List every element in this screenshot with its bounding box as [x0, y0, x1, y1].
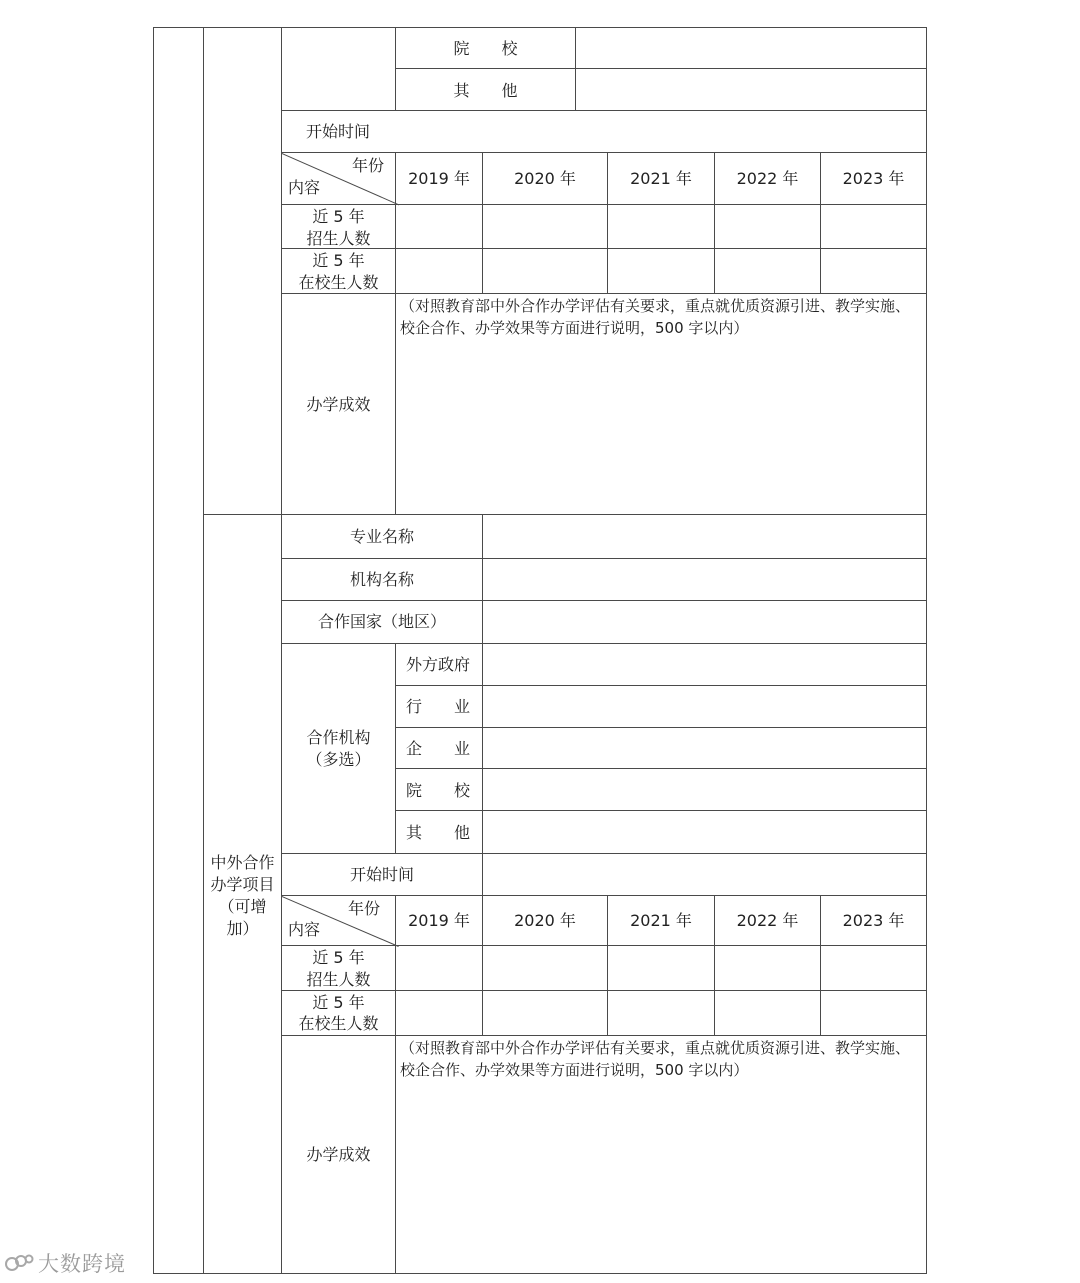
column-divider	[395, 152, 396, 514]
section-label-line4: 加）	[226, 919, 259, 938]
section-label-line2: 办学项目	[210, 875, 275, 894]
year-header: 2021 年	[630, 911, 692, 930]
row-divider	[281, 895, 927, 896]
year-header: 2023 年	[842, 911, 905, 930]
table-border-bottom	[153, 1273, 927, 1274]
header-year-label: 年份	[348, 899, 381, 918]
table-border-left	[153, 27, 154, 1273]
year-header: 2022 年	[736, 169, 799, 188]
header-content-label: 内容	[288, 178, 321, 197]
row-divider	[395, 768, 927, 769]
column-divider	[575, 27, 576, 111]
watermark-text: 大数跨境	[38, 1252, 126, 1276]
section-label-line3: （可增	[218, 897, 267, 916]
column-divider	[395, 895, 396, 1273]
header-year-label: 年份	[352, 156, 385, 175]
partner-type-other: 其 他	[406, 823, 471, 842]
year-header: 2019 年	[408, 169, 470, 188]
row-divider	[281, 152, 927, 153]
row-divider	[395, 68, 927, 69]
institution-type-other: 其 他	[453, 81, 518, 100]
students-label-line1: 近 5 年	[312, 993, 365, 1012]
brand-logo-icon	[4, 1251, 34, 1275]
partner-type-enterprise: 企 业	[406, 739, 471, 758]
students-label-line2: 在校生人数	[298, 273, 379, 292]
row-divider	[395, 685, 927, 686]
row-divider	[281, 853, 927, 854]
row-divider	[281, 600, 927, 601]
partner-type-industry: 行 业	[406, 697, 471, 716]
partner-type-school: 院 校	[406, 781, 471, 800]
table-border-top	[153, 27, 927, 28]
row-divider	[281, 1035, 927, 1036]
org-name-label: 机构名称	[349, 570, 414, 589]
enrollment-label-line1: 近 5 年	[312, 948, 365, 967]
column-divider	[395, 643, 396, 854]
year-header: 2021 年	[630, 169, 692, 188]
row-divider	[395, 727, 927, 728]
students-label-line1: 近 5 年	[312, 251, 365, 270]
students-label-line2: 在校生人数	[298, 1014, 379, 1033]
partner-institution-label-line1: 合作机构	[306, 728, 371, 747]
row-divider	[281, 643, 927, 644]
enrollment-label-line1: 近 5 年	[312, 207, 365, 226]
year-header: 2020 年	[514, 911, 576, 930]
partner-type-foreign-government: 外方政府	[406, 655, 471, 674]
row-divider	[281, 558, 927, 559]
year-header: 2020 年	[514, 169, 576, 188]
results-instruction-note: （对照教育部中外合作办学评估有关要求，重点就优质资源引进、教学实施、校企合作、办学效果等方面进行说明，500 字以内）	[400, 297, 911, 337]
year-header: 2019 年	[408, 911, 470, 930]
results-label: 办学成效	[306, 395, 371, 414]
header-content-label: 内容	[288, 920, 321, 939]
year-header: 2023 年	[842, 169, 905, 188]
results-label: 办学成效	[306, 1145, 371, 1164]
section-label-line1: 中外合作	[210, 853, 275, 872]
enrollment-label-line2: 招生人数	[306, 970, 371, 989]
row-divider	[281, 204, 927, 205]
partner-institution-label-line2: （多选）	[306, 750, 371, 769]
row-divider	[395, 810, 927, 811]
table-border-right	[926, 27, 927, 1273]
institution-type-school: 院 校	[453, 39, 518, 58]
watermark	[4, 1248, 126, 1278]
column-divider	[482, 514, 483, 896]
results-instruction-note: （对照教育部中外合作办学评估有关要求，重点就优质资源引进、教学实施、校企合作、办学效果等方面进行说明，500 字以内）	[400, 1039, 911, 1079]
start-time-label: 开始时间	[349, 865, 414, 884]
row-divider	[281, 110, 927, 111]
partner-country-label: 合作国家（地区）	[317, 612, 446, 631]
section-divider	[203, 514, 927, 515]
year-header: 2022 年	[736, 911, 799, 930]
start-time-label: 开始时间	[306, 122, 371, 141]
enrollment-label-line2: 招生人数	[306, 229, 371, 248]
column-divider	[203, 27, 204, 1273]
major-name-label: 专业名称	[349, 527, 414, 546]
row-divider	[281, 945, 927, 946]
